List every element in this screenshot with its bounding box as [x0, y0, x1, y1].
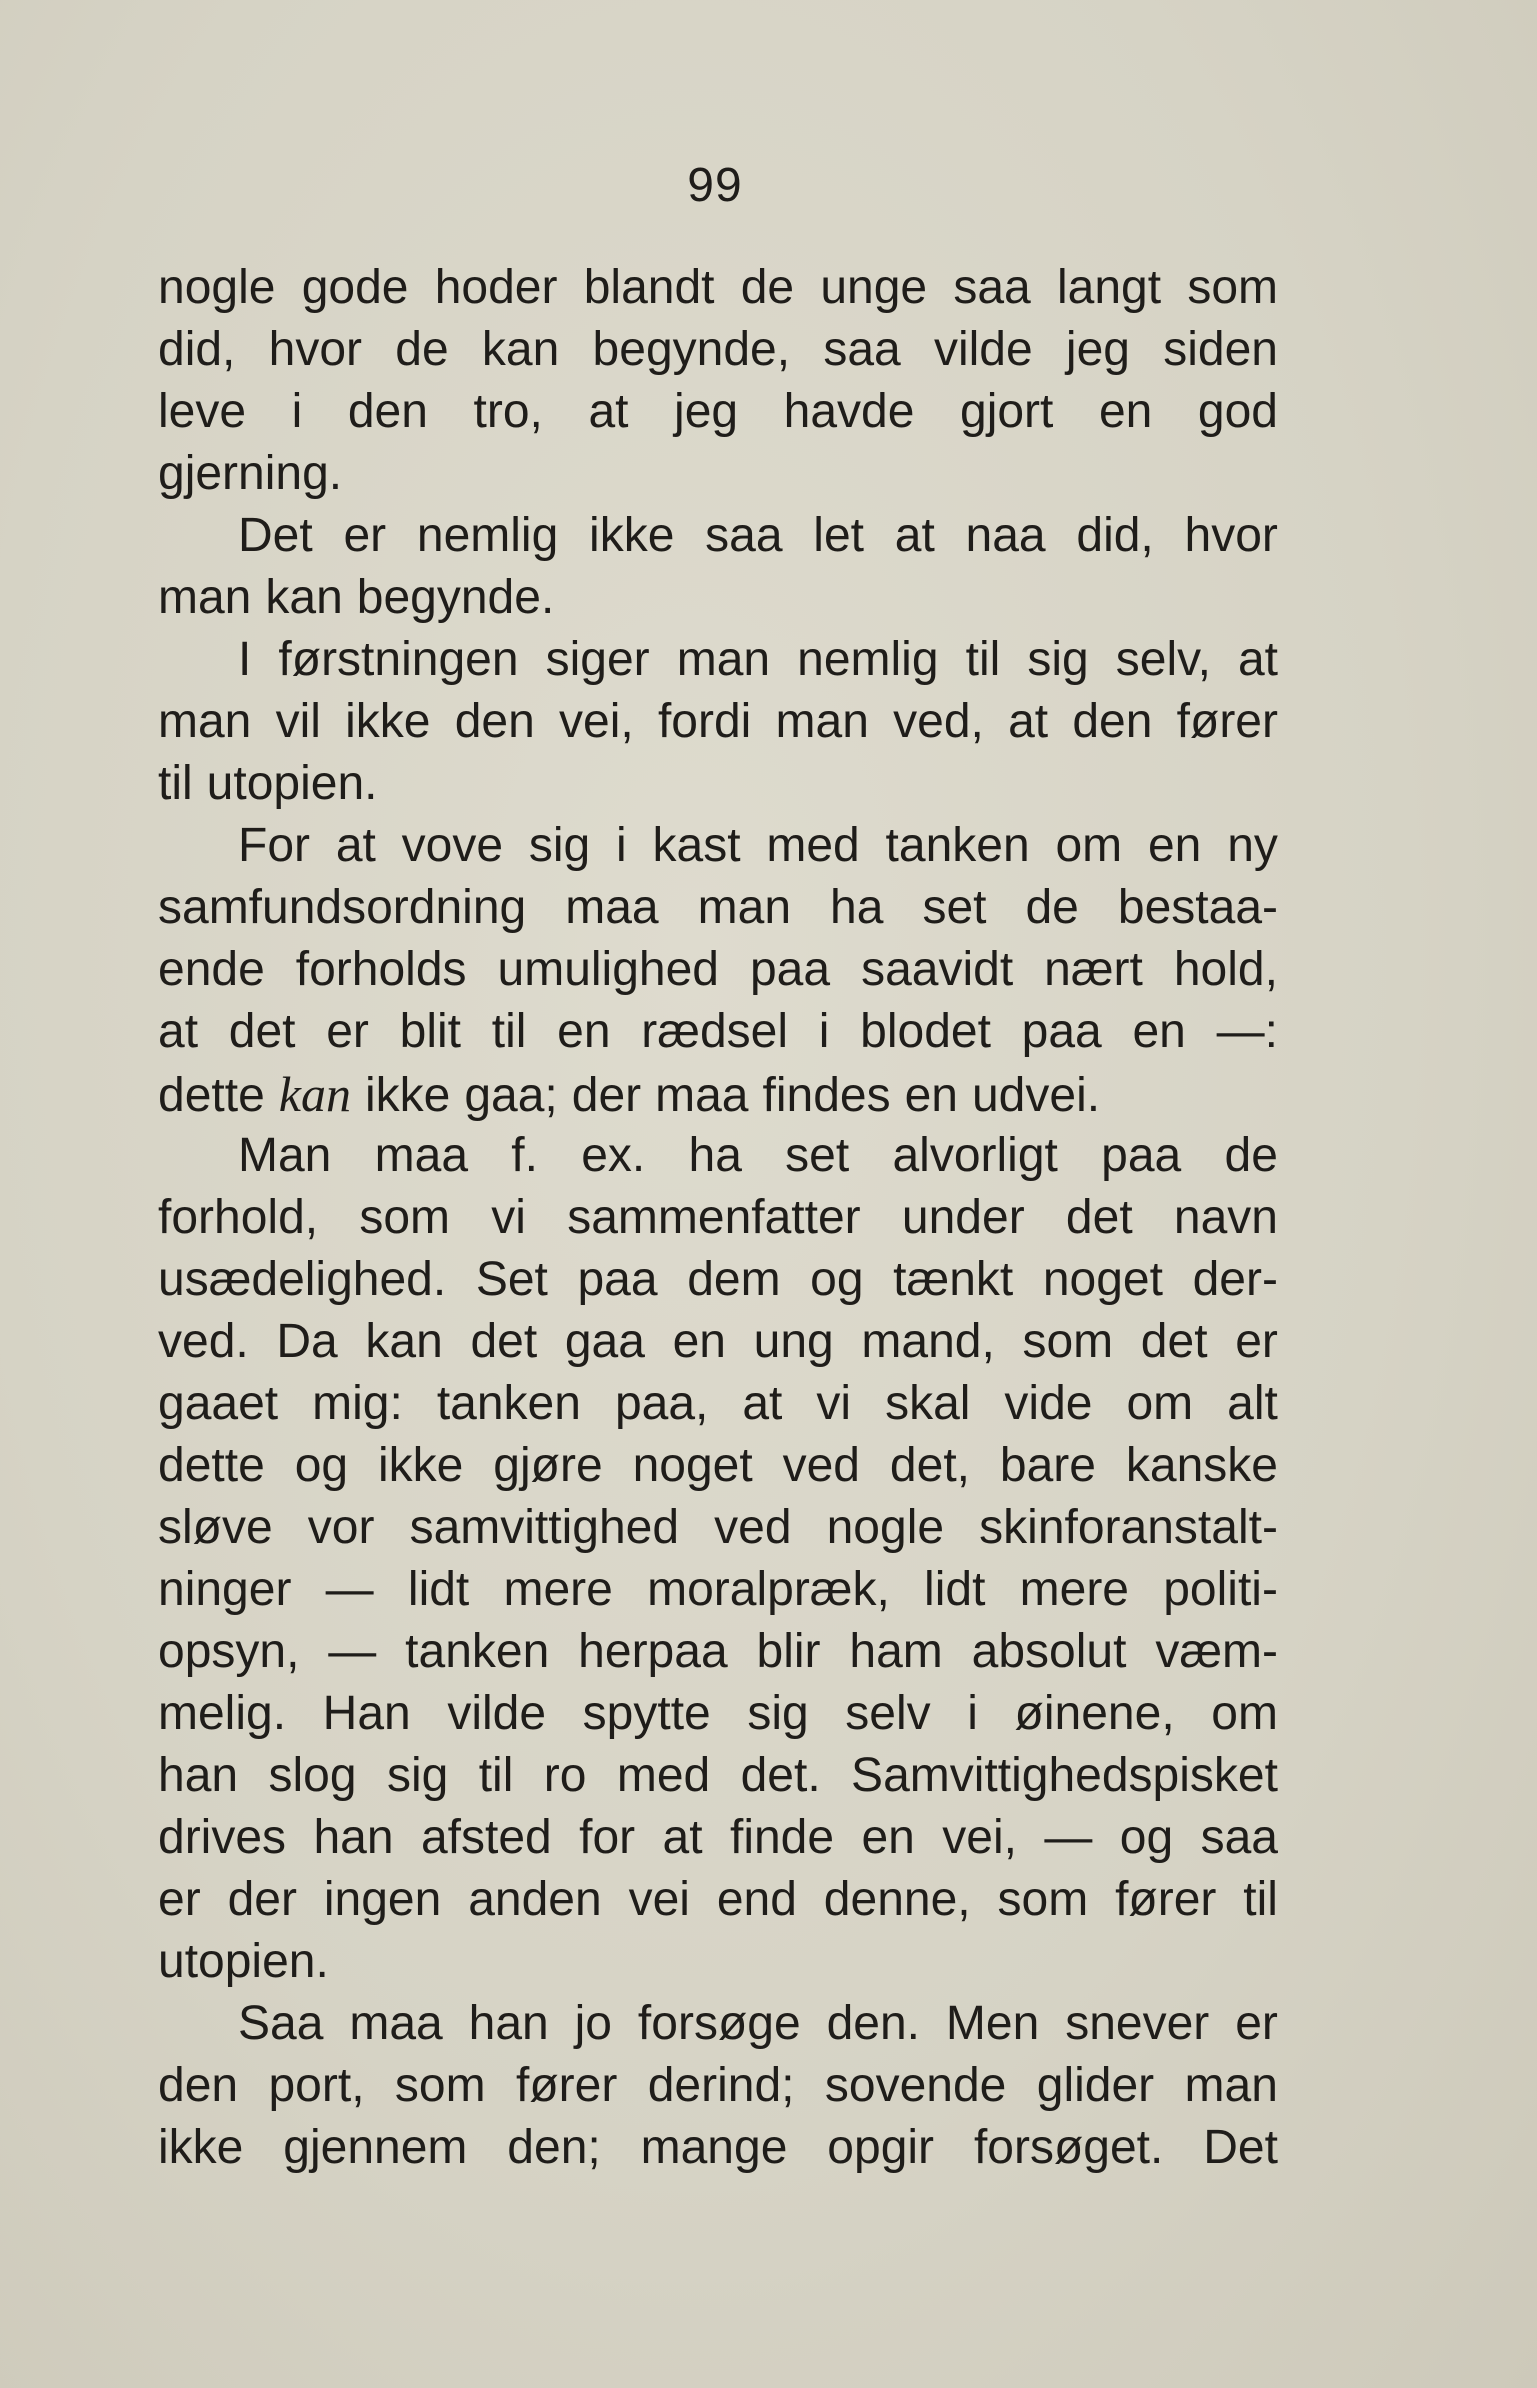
- word: utopien.: [206, 757, 378, 810]
- word: jo: [574, 1997, 612, 2050]
- text-line: [158, 1807, 1278, 1869]
- word: saa: [1200, 1811, 1278, 1864]
- word: en: [1132, 1005, 1186, 1058]
- word: kan: [278, 1066, 351, 1122]
- word: ikke: [589, 509, 675, 562]
- word: at: [894, 509, 935, 562]
- word: væm-: [1155, 1625, 1278, 1678]
- word: der: [227, 1873, 297, 1926]
- word: fører: [1115, 1873, 1217, 1926]
- word: vei: [628, 1873, 690, 1926]
- word: udvei.: [971, 1069, 1101, 1122]
- text-line: [158, 939, 1278, 1001]
- word: i: [291, 385, 303, 438]
- word: findes: [762, 1069, 891, 1122]
- word: med: [616, 1749, 711, 1802]
- word: gode: [301, 261, 409, 314]
- word: den: [1072, 695, 1153, 748]
- word: ha: [830, 881, 884, 934]
- word: skinforanstalt-: [979, 1501, 1278, 1554]
- word: og: [1119, 1811, 1174, 1864]
- word: fordi: [657, 695, 752, 748]
- word: let: [813, 509, 864, 562]
- word: de: [740, 261, 795, 314]
- word: opsyn,: [158, 1625, 300, 1678]
- word: slog: [268, 1749, 357, 1802]
- word: han: [313, 1811, 394, 1864]
- word: vide: [1004, 1377, 1093, 1430]
- word: ro: [543, 1749, 587, 1802]
- text-line: [158, 1745, 1278, 1807]
- text-line: [158, 1621, 1278, 1683]
- word: kan: [265, 571, 343, 624]
- word: god: [1197, 385, 1278, 438]
- word: sovende: [824, 2059, 1007, 2112]
- word: tanken: [405, 1625, 550, 1678]
- word: ved,: [893, 695, 984, 748]
- word: maa: [374, 1129, 469, 1182]
- word: gjennem: [283, 2121, 468, 2174]
- word: øinene,: [1014, 1687, 1175, 1740]
- word: —: [325, 1563, 374, 1616]
- word: spytte: [582, 1687, 711, 1740]
- word: nært: [1044, 943, 1143, 996]
- word: did,: [1076, 509, 1154, 562]
- word: blodet: [860, 1005, 991, 1058]
- word: som: [394, 2059, 486, 2112]
- word: unge: [820, 261, 928, 314]
- text-line: [158, 1931, 1278, 1993]
- word: som: [1022, 1315, 1114, 1368]
- text-line: [158, 629, 1278, 691]
- word: sløve: [158, 1501, 273, 1554]
- word: om: [1055, 819, 1123, 872]
- word: den.: [826, 1997, 920, 2050]
- word: man: [1184, 2059, 1278, 2112]
- body-text: [158, 257, 1278, 2179]
- word: saa: [823, 323, 901, 376]
- word: forsøge: [637, 1997, 801, 2050]
- word: som: [1187, 261, 1278, 314]
- word: melig.: [158, 1687, 287, 1740]
- word: derind;: [647, 2059, 795, 2112]
- word: begynde.: [356, 571, 555, 624]
- word: det: [228, 1005, 296, 1058]
- word: at: [742, 1377, 783, 1430]
- word: kan: [365, 1315, 443, 1368]
- word: som: [997, 1873, 1089, 1926]
- word: vil: [275, 695, 321, 748]
- word: vi: [816, 1377, 852, 1430]
- word: sig: [1027, 633, 1089, 686]
- word: sig: [386, 1749, 449, 1802]
- word: en: [1098, 385, 1153, 438]
- word: det,: [889, 1439, 970, 1492]
- word: noget: [632, 1439, 753, 1492]
- word: forhold,: [158, 1191, 319, 1244]
- text-line: [158, 1435, 1278, 1497]
- word: ved.: [158, 1315, 249, 1368]
- word: forholds: [295, 943, 467, 996]
- word: hoder: [434, 261, 558, 314]
- word: at: [1008, 695, 1049, 748]
- text-line: [158, 815, 1278, 877]
- text-line: [158, 1187, 1278, 1249]
- word: ved: [714, 1501, 792, 1554]
- word: vove: [401, 819, 504, 872]
- word: maa: [349, 1997, 443, 2050]
- text-line: [158, 319, 1278, 381]
- text-line: [158, 1559, 1278, 1621]
- word: moralpræk,: [647, 1563, 890, 1616]
- word: en: [672, 1315, 726, 1368]
- word: vilde: [933, 323, 1033, 376]
- word: ham: [849, 1625, 943, 1678]
- word: saa: [705, 509, 783, 562]
- word: dette: [158, 1069, 265, 1122]
- word: og: [294, 1439, 349, 1492]
- word: under: [901, 1191, 1025, 1244]
- word: absolut: [971, 1625, 1127, 1678]
- text-line: [158, 1683, 1278, 1745]
- word: samvittighed: [409, 1501, 680, 1554]
- word: i: [616, 819, 627, 872]
- word: glider: [1036, 2059, 1155, 2112]
- word: mand,: [861, 1315, 995, 1368]
- word: det: [1140, 1315, 1208, 1368]
- word: fører: [1176, 695, 1278, 748]
- word: til: [491, 1005, 527, 1058]
- word: mig:: [312, 1377, 403, 1430]
- word: gaaet: [158, 1377, 279, 1430]
- word: vei,: [942, 1811, 1017, 1864]
- word: alt: [1227, 1377, 1278, 1430]
- word: det.: [740, 1749, 821, 1802]
- word: nogle: [158, 261, 276, 314]
- word: Saa: [238, 1997, 324, 2050]
- word: den;: [507, 2121, 601, 2174]
- word: om: [1211, 1687, 1278, 1740]
- word: at: [335, 819, 376, 872]
- word: sammenfatter: [567, 1191, 861, 1244]
- word: til: [965, 633, 1001, 686]
- word: samfundsordning: [158, 881, 527, 934]
- word: nogle: [826, 1501, 945, 1554]
- word: at: [662, 1811, 703, 1864]
- word: at: [1237, 633, 1278, 686]
- word: Men: [945, 1997, 1040, 2050]
- text-line: [158, 1497, 1278, 1559]
- word: en: [1147, 819, 1202, 872]
- word: Set: [475, 1253, 548, 1306]
- word: den: [454, 695, 535, 748]
- word: denne,: [823, 1873, 971, 1926]
- word: at: [588, 385, 629, 438]
- word: kast: [652, 819, 741, 872]
- word: paa: [1021, 1005, 1102, 1058]
- word: den: [158, 2059, 239, 2112]
- text-line: [158, 505, 1278, 567]
- word: hvor: [1184, 509, 1278, 562]
- word: alvorligt: [892, 1129, 1058, 1182]
- word: blir: [756, 1625, 821, 1678]
- word: det: [470, 1315, 538, 1368]
- word: mere: [503, 1563, 613, 1616]
- word: saa: [953, 261, 1031, 314]
- word: gjøre: [493, 1439, 603, 1492]
- word: usædelighed.: [158, 1253, 447, 1306]
- word: paa,: [614, 1377, 709, 1430]
- word: til: [158, 757, 193, 810]
- word: ikke: [364, 1069, 451, 1122]
- text-line: [158, 1125, 1278, 1187]
- word: blandt: [583, 261, 715, 314]
- text-line: [158, 1311, 1278, 1373]
- word: gjerning.: [158, 447, 343, 500]
- word: er: [1235, 1997, 1278, 2050]
- word: gaa: [564, 1315, 645, 1368]
- word: navn: [1173, 1191, 1278, 1244]
- word: er: [158, 1873, 201, 1926]
- word: blit: [399, 1005, 462, 1058]
- word: tro,: [473, 385, 543, 438]
- word: Det: [1203, 2121, 1278, 2174]
- word: ny: [1227, 819, 1278, 872]
- word: noget: [1042, 1253, 1163, 1306]
- word: man: [158, 571, 252, 624]
- word: Samvittighedspisket: [851, 1749, 1278, 1802]
- word: de: [395, 323, 449, 376]
- word: fører: [516, 2059, 618, 2112]
- word: hold,: [1173, 943, 1278, 996]
- text-line: [158, 443, 1278, 505]
- word: nemlig: [797, 633, 939, 686]
- word: utopien.: [158, 1935, 329, 1988]
- word: maa: [565, 881, 659, 934]
- word: did,: [158, 323, 236, 376]
- word: —: [1044, 1811, 1093, 1864]
- word: kanske: [1125, 1439, 1278, 1492]
- word: er: [343, 509, 387, 562]
- word: vilde: [447, 1687, 547, 1740]
- word: herpaa: [578, 1625, 728, 1678]
- word: om: [1126, 1377, 1194, 1430]
- word: han: [158, 1749, 239, 1802]
- word: anden: [468, 1873, 602, 1926]
- word: som: [359, 1191, 451, 1244]
- word: den: [347, 385, 428, 438]
- word: drives: [158, 1811, 287, 1864]
- text-line: [158, 691, 1278, 753]
- text-line: [158, 753, 1278, 815]
- word: de: [1025, 881, 1079, 934]
- text-line: [158, 381, 1278, 443]
- text-line: [158, 1373, 1278, 1435]
- word: til: [1243, 1873, 1278, 1926]
- word: snever: [1065, 1997, 1210, 2050]
- word: sig: [528, 819, 591, 872]
- word: forsøget.: [973, 2121, 1164, 2174]
- word: i: [818, 1005, 830, 1058]
- text-line: [158, 1063, 1278, 1125]
- word: Han: [322, 1687, 411, 1740]
- word: er: [326, 1005, 369, 1058]
- word: tanken: [436, 1377, 581, 1430]
- word: man: [676, 633, 771, 686]
- word: naa: [965, 509, 1046, 562]
- word: mere: [1019, 1563, 1129, 1616]
- word: afsted: [420, 1811, 552, 1864]
- text-line: [158, 1869, 1278, 1931]
- word: vor: [307, 1501, 375, 1554]
- word: paa: [1101, 1129, 1182, 1182]
- word: selv: [845, 1687, 931, 1740]
- word: politi-: [1163, 1563, 1278, 1616]
- word: leve: [158, 385, 247, 438]
- word: set: [922, 881, 987, 934]
- word: der: [571, 1069, 642, 1122]
- text-line: [158, 257, 1278, 319]
- word: dette: [158, 1439, 265, 1492]
- word: nemlig: [416, 509, 559, 562]
- word: For: [238, 819, 310, 872]
- word: der-: [1192, 1253, 1278, 1306]
- word: tænkt: [893, 1253, 1014, 1306]
- word: bestaa-: [1117, 881, 1278, 934]
- word: jeg: [674, 385, 739, 438]
- text-line: [158, 1993, 1278, 2055]
- word: siger: [545, 633, 650, 686]
- word: bare: [999, 1439, 1096, 1492]
- word: ha: [688, 1129, 742, 1182]
- word: førstningen: [278, 633, 519, 686]
- word: —:: [1216, 1005, 1278, 1058]
- word: er: [1235, 1315, 1278, 1368]
- word: en: [557, 1005, 611, 1058]
- word: ninger: [158, 1563, 292, 1616]
- word: havde: [783, 385, 915, 438]
- word: de: [1224, 1129, 1278, 1182]
- word: at: [158, 1005, 199, 1058]
- word: selv,: [1115, 633, 1211, 686]
- word: set: [785, 1129, 850, 1182]
- word: ung: [753, 1315, 834, 1368]
- word: en: [861, 1811, 915, 1864]
- word: umulighed: [497, 943, 719, 996]
- word: jeg: [1065, 323, 1130, 376]
- word: saavidt: [861, 943, 1014, 996]
- word: end: [716, 1873, 797, 1926]
- word: det: [1065, 1191, 1133, 1244]
- text-line: [158, 877, 1278, 939]
- word: man: [158, 695, 252, 748]
- word: gjort: [960, 385, 1054, 438]
- word: ende: [158, 943, 265, 996]
- word: han: [468, 1997, 549, 2050]
- word: paa: [577, 1253, 658, 1306]
- word: med: [766, 819, 860, 872]
- word: ikke: [378, 1439, 464, 1492]
- text-line: [158, 567, 1278, 629]
- word: ved: [782, 1439, 860, 1492]
- word: en: [904, 1069, 958, 1122]
- page-number: 99: [687, 159, 743, 212]
- word: hvor: [268, 323, 363, 376]
- word: man: [775, 695, 869, 748]
- word: Da: [276, 1315, 338, 1368]
- word: mange: [640, 2121, 788, 2174]
- word: port,: [268, 2059, 365, 2112]
- word: ikke: [158, 2121, 244, 2174]
- word: lidt: [407, 1563, 470, 1616]
- word: og: [810, 1253, 864, 1306]
- word: ex.: [581, 1129, 646, 1182]
- word: skal: [885, 1377, 971, 1430]
- word: Det: [238, 509, 313, 562]
- word: begynde,: [592, 323, 791, 376]
- word: dem: [687, 1253, 781, 1306]
- word: vei,: [559, 695, 634, 748]
- word: ikke: [345, 695, 431, 748]
- word: siden: [1163, 323, 1278, 376]
- word: i: [967, 1687, 978, 1740]
- word: rædsel: [641, 1005, 788, 1058]
- word: langt: [1056, 261, 1162, 314]
- word: gaa;: [464, 1069, 558, 1122]
- word: f.: [511, 1129, 538, 1182]
- word: paa: [749, 943, 831, 996]
- text-line: [158, 2055, 1278, 2117]
- word: til: [478, 1749, 514, 1802]
- word: maa: [655, 1069, 749, 1122]
- word: man: [697, 881, 792, 934]
- text-line: [158, 1001, 1278, 1063]
- word: ingen: [323, 1873, 442, 1926]
- word: opgir: [827, 2121, 935, 2174]
- text-line: [158, 2117, 1278, 2179]
- text-line: [158, 1249, 1278, 1311]
- word: Man: [238, 1129, 332, 1182]
- word: finde: [729, 1811, 835, 1864]
- word: kan: [481, 323, 560, 376]
- word: sig: [747, 1687, 809, 1740]
- word: I: [238, 633, 252, 686]
- word: —: [328, 1625, 377, 1678]
- word: vi: [491, 1191, 526, 1244]
- word: for: [579, 1811, 636, 1864]
- word: tanken: [885, 819, 1030, 872]
- word: lidt: [924, 1563, 986, 1616]
